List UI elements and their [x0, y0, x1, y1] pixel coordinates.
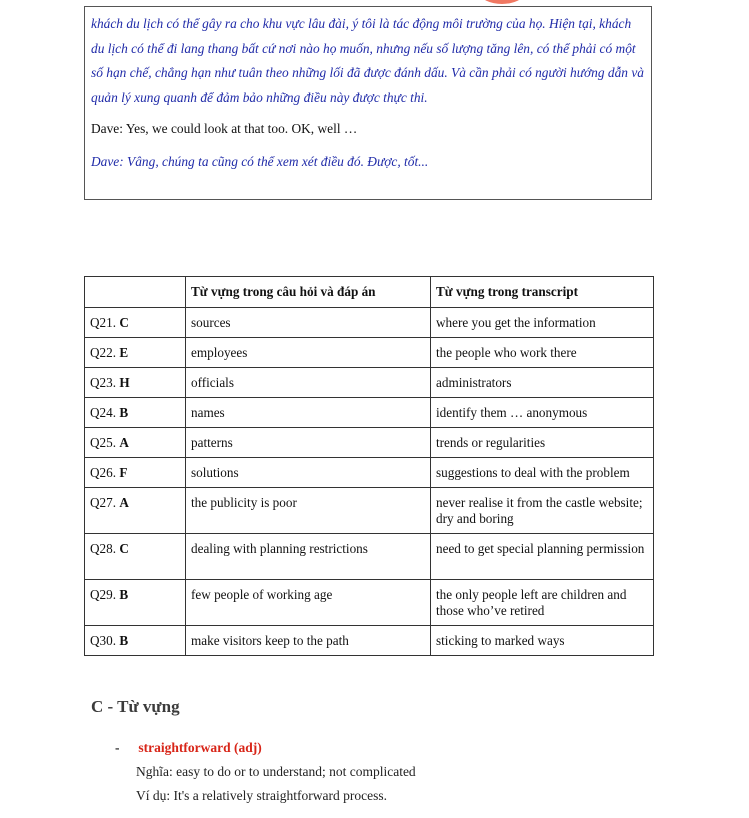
table-row	[85, 338, 654, 368]
question-vocab-cell: sources	[186, 308, 431, 338]
question-cell	[85, 488, 186, 534]
question-cell	[85, 626, 186, 656]
table-header-row	[85, 277, 654, 308]
question-number: Q24.	[90, 405, 117, 420]
table-row	[85, 626, 654, 656]
answer-letter: E	[119, 345, 129, 360]
question-vocab-cell: officials	[186, 368, 431, 398]
vocab-term-line	[115, 739, 262, 757]
transcript-box	[84, 6, 652, 200]
answer-letter: B	[119, 633, 129, 648]
table-header-question	[85, 277, 186, 308]
transcript-vocab-cell: the people who work there	[431, 338, 654, 368]
question-number: Q30.	[90, 633, 117, 648]
top-accent-shape	[480, 0, 524, 4]
question-cell	[85, 398, 186, 428]
question-vocab-cell: names	[186, 398, 431, 428]
answer-letter: A	[119, 495, 129, 510]
transcript-vocab-cell: the only people left are children and those who’ve retired	[431, 580, 654, 626]
transcript-vocab-cell: administrators	[431, 368, 654, 398]
bullet-marker: -	[115, 740, 120, 755]
transcript-vocab-cell: need to get special planning permission	[431, 534, 654, 580]
vocab-term: straightforward (adj)	[138, 740, 262, 755]
transcript-english-line: Dave: Yes, we could look at that too. OK, well …	[91, 121, 358, 136]
question-cell	[85, 368, 186, 398]
table-row	[85, 458, 654, 488]
table-header-transcript-vocab: Từ vựng trong transcript	[431, 277, 654, 308]
vocab-meaning: Nghĩa: easy to do or to understand; not complicated	[136, 764, 416, 779]
question-vocab-cell: employees	[186, 338, 431, 368]
question-number: Q28.	[90, 541, 117, 556]
table-header-question-vocab: Từ vựng trong câu hỏi và đáp án	[186, 277, 431, 308]
question-number: Q26.	[90, 465, 117, 480]
question-number: Q21.	[90, 315, 117, 330]
answer-letter: F	[119, 465, 128, 480]
question-number: Q27.	[90, 495, 117, 510]
section-title: C - Từ vựng	[91, 697, 180, 716]
answer-letter: B	[119, 405, 129, 420]
table-row	[85, 488, 654, 534]
question-vocab-cell: solutions	[186, 458, 431, 488]
transcript-vietnamese-paragraph: khách du lịch có thể gây ra cho khu vực lâu đài, ý tôi là tác động môi trường của họ. Hiện tại, khách du lịch có thể đi lang thang bất cứ nơi nào họ muốn, nhưng nếu số lượng tăng lên, có thể phải có một số hạn chế, chẳng hạn như tuân theo những lối đã được đánh dấu. Và cần phải có người hướng dẫn và quản lý xung quanh để đảm bảo những điều này được thực thi.	[91, 16, 644, 105]
answer-letter: B	[119, 587, 129, 602]
question-cell	[85, 458, 186, 488]
answer-letter: C	[119, 541, 129, 556]
transcript-vietnamese-line: Dave: Vâng, chúng ta cũng có thể xem xét điều đó. Được, tốt...	[91, 154, 429, 169]
table-row	[85, 398, 654, 428]
table-row	[85, 308, 654, 338]
question-cell	[85, 580, 186, 626]
transcript-vocab-cell: identify them … anonymous	[431, 398, 654, 428]
question-cell	[85, 534, 186, 580]
table-row	[85, 580, 654, 626]
answer-letter: C	[119, 315, 129, 330]
question-vocab-cell: patterns	[186, 428, 431, 458]
question-number: Q23.	[90, 375, 117, 390]
vocab-example: Ví dụ: It's a relatively straightforward process.	[136, 788, 387, 803]
transcript-vocab-cell: never realise it from the castle website; dry and boring	[431, 488, 654, 534]
question-number: Q25.	[90, 435, 117, 450]
table-row	[85, 428, 654, 458]
question-vocab-cell: few people of working age	[186, 580, 431, 626]
transcript-vocab-cell: trends or regularities	[431, 428, 654, 458]
table-row	[85, 368, 654, 398]
transcript-vocab-cell: suggestions to deal with the problem	[431, 458, 654, 488]
answer-letter: H	[119, 375, 130, 390]
question-number: Q22.	[90, 345, 117, 360]
question-number: Q29.	[90, 587, 117, 602]
question-cell	[85, 308, 186, 338]
table-row	[85, 534, 654, 580]
question-vocab-cell: dealing with planning restrictions	[186, 534, 431, 580]
question-cell	[85, 338, 186, 368]
question-vocab-cell: the publicity is poor	[186, 488, 431, 534]
answer-letter: A	[119, 435, 129, 450]
question-cell	[85, 428, 186, 458]
vocabulary-comparison-table	[84, 276, 654, 656]
transcript-vocab-cell: sticking to marked ways	[431, 626, 654, 656]
question-vocab-cell: make visitors keep to the path	[186, 626, 431, 656]
transcript-vocab-cell: where you get the information	[431, 308, 654, 338]
